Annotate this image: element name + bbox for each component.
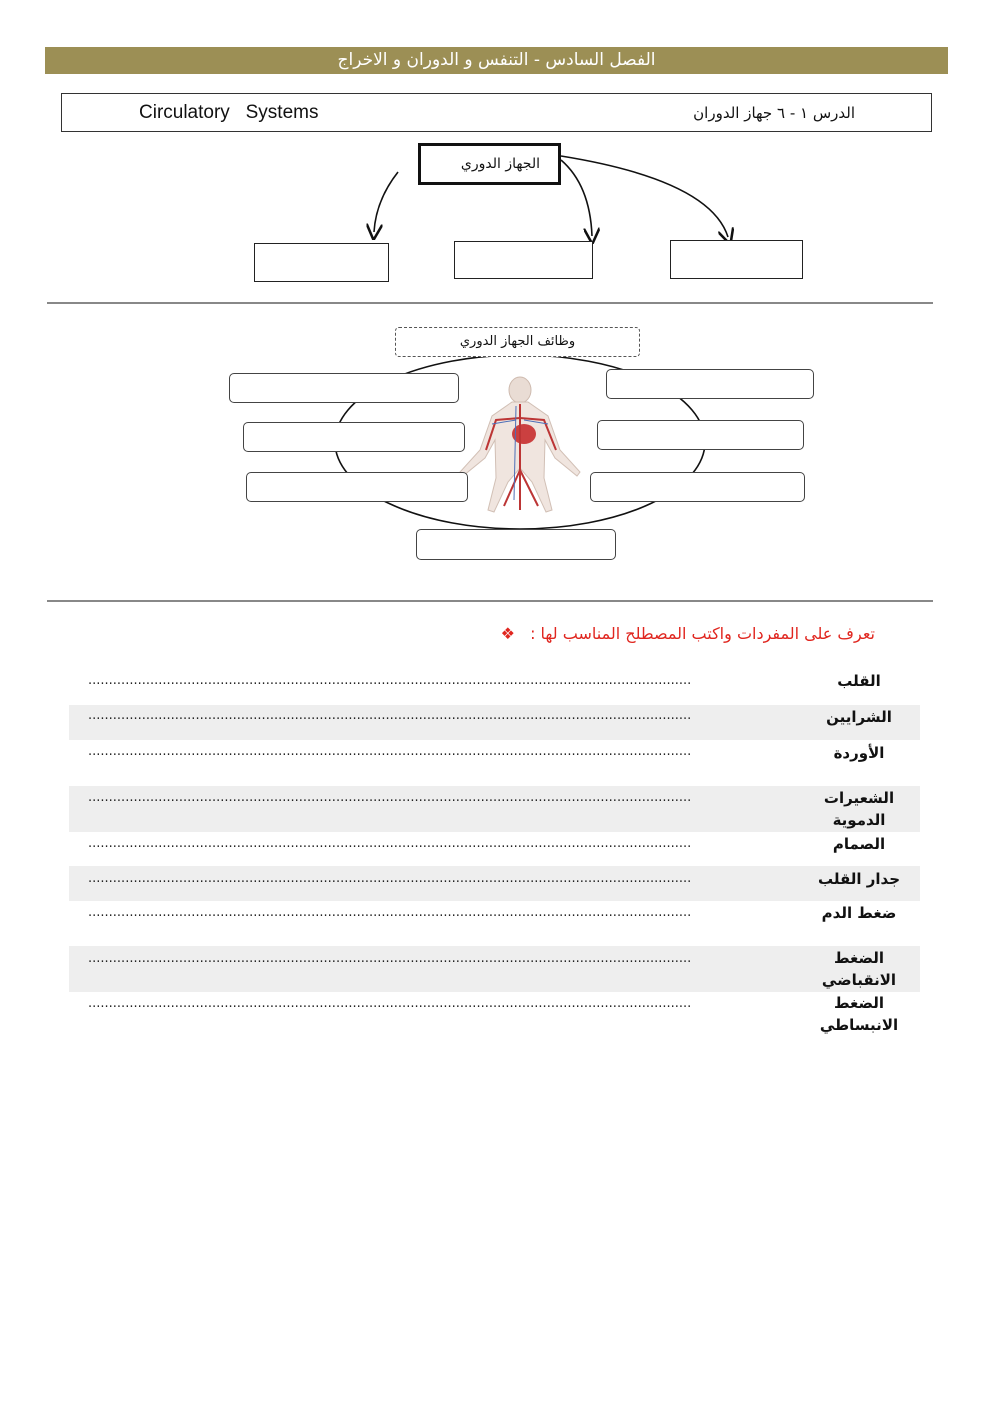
term-label: الشرايين xyxy=(826,708,892,726)
answer-dots[interactable]: .................................................................................................................................................. xyxy=(88,951,692,966)
functions-title: وظائف الجهاز الدوري xyxy=(395,327,640,357)
function-box-right-3[interactable] xyxy=(590,472,805,502)
term-label: الصمام xyxy=(832,835,886,853)
function-box-bottom[interactable] xyxy=(416,529,616,560)
lesson-title-ar: الدرس ١ - ٦ جهاز الدوران xyxy=(693,104,855,122)
function-box-left-2[interactable] xyxy=(243,422,465,452)
arrow-middle xyxy=(561,160,592,236)
term-label: جدار القلب xyxy=(817,870,901,888)
concept-root-box: الجهاز الدوري xyxy=(418,143,561,185)
chapter-banner: الفصل السادس - التنفس و الدوران و الاخراج xyxy=(45,47,948,74)
answer-dots[interactable]: .................................................................................................................................................. xyxy=(88,673,692,688)
answer-dots[interactable]: .................................................................................................................................................. xyxy=(88,905,692,920)
term-label: الشعيرات الدموية xyxy=(823,789,895,829)
term-label: الضغط الانقباضي xyxy=(821,949,897,989)
arrow-left xyxy=(374,172,398,232)
function-box-left-3[interactable] xyxy=(246,472,468,502)
function-box-left-1[interactable] xyxy=(229,373,459,403)
term-label: القلب xyxy=(837,672,881,690)
vocab-instruction xyxy=(500,624,875,643)
answer-dots[interactable]: .................................................................................................................................................. xyxy=(88,708,692,723)
term-label: الأوردة xyxy=(833,744,885,762)
term-label: ضغط الدم xyxy=(821,904,897,922)
answer-dots[interactable]: .................................................................................................................................................. xyxy=(88,996,692,1011)
answer-dots[interactable]: .................................................................................................................................................. xyxy=(88,871,692,886)
term-label: الضغط الانبساطي xyxy=(819,994,899,1034)
lesson-title-en: Circulatory Systems xyxy=(139,102,319,123)
answer-dots[interactable]: .................................................................................................................................................. xyxy=(88,790,692,805)
diamond-bullet-icon: ❖ xyxy=(500,624,515,643)
section-divider xyxy=(47,600,933,602)
concept-answer-box-middle[interactable] xyxy=(454,241,593,279)
answer-dots[interactable]: .................................................................................................................................................. xyxy=(88,836,692,851)
vocab-instruction-text: تعرف على المفردات واكتب المصطلح المناسب لها : xyxy=(530,624,875,643)
arrow-right xyxy=(561,156,728,237)
concept-answer-box-right[interactable] xyxy=(670,240,803,279)
concept-answer-box-left[interactable] xyxy=(254,243,389,282)
function-box-right-1[interactable] xyxy=(606,369,814,399)
human-circulatory-figure-icon xyxy=(460,377,580,512)
function-box-right-2[interactable] xyxy=(597,420,804,450)
answer-dots[interactable]: .................................................................................................................................................. xyxy=(88,744,692,759)
